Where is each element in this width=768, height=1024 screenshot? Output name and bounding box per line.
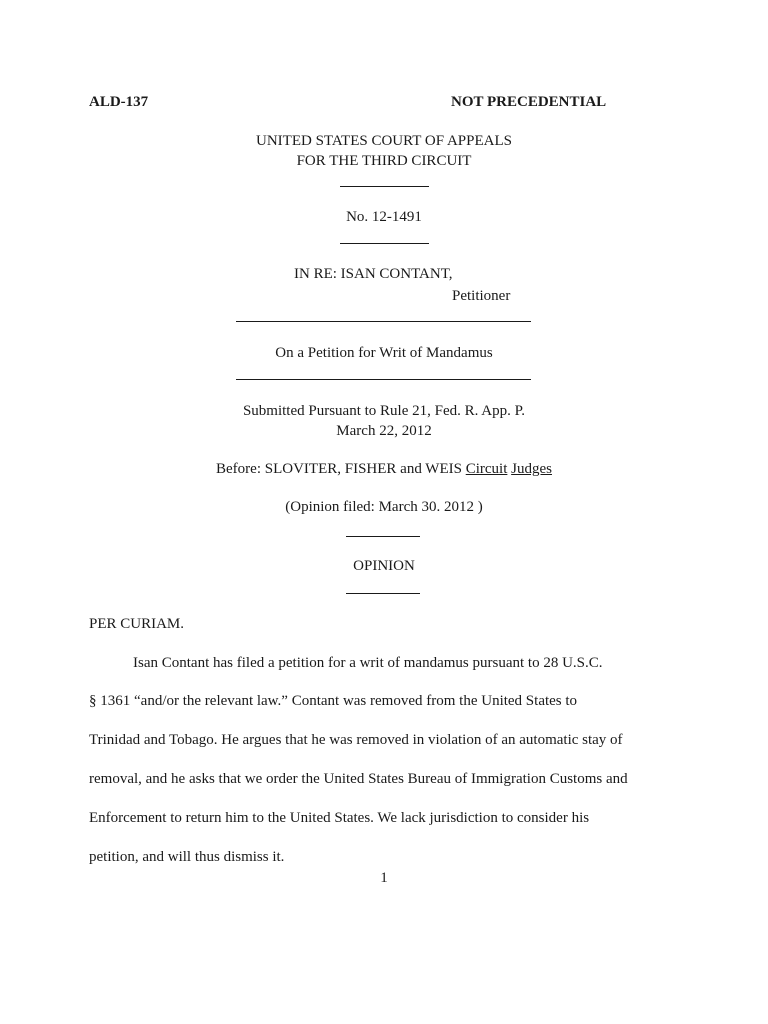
paragraph-line: § 1361 “and/or the relevant law.” Contant was removed from the United States to — [89, 693, 578, 709]
precedential-status: NOT PRECEDENTIAL — [451, 94, 607, 110]
divider-short-3 — [346, 536, 420, 537]
party-role: Petitioner — [452, 288, 511, 304]
divider-short-4 — [346, 593, 420, 594]
divider-long-2 — [236, 379, 531, 380]
paragraph-line: removal, and he asks that we order the United States Bureau of Immigration Customs and — [89, 771, 628, 787]
paragraph-line: Enforcement to return him to the United States. We lack jurisdiction to consider his — [89, 810, 590, 826]
panel-judges-names: Before: SLOVITER, FISHER and WEIS — [216, 461, 466, 477]
case-number: No. 12-1491 — [346, 209, 422, 225]
divider-long-1 — [236, 321, 531, 322]
divider-short-2 — [340, 243, 429, 244]
paragraph-line: petition, and will thus dismiss it. — [89, 849, 285, 865]
in-re-line: IN RE: ISAN CONTANT, — [294, 266, 453, 282]
panel-judges-line — [0, 461, 768, 478]
opinion-filed-date: (Opinion filed: March 30. 2012 ) — [285, 499, 483, 515]
opinion-heading: OPINION — [353, 558, 415, 574]
per-curiam-label: PER CURIAM. — [89, 616, 185, 632]
panel-judges-word: Judges — [511, 461, 552, 477]
submitted-date: March 22, 2012 — [336, 423, 432, 439]
court-name-line1: UNITED STATES COURT OF APPEALS — [256, 133, 512, 149]
paragraph-line: Trinidad and Tobago. He argues that he was removed in violation of an automatic stay of — [89, 732, 623, 748]
submitted-line: Submitted Pursuant to Rule 21, Fed. R. App. P. — [242, 403, 526, 419]
paragraph-line: Isan Contant has filed a petition for a writ of mandamus pursuant to 28 U.S.C. — [133, 655, 603, 671]
document-code: ALD-137 — [89, 94, 149, 110]
court-name-line2: FOR THE THIRD CIRCUIT — [296, 153, 472, 169]
panel-circuit-word: Circuit — [465, 461, 508, 477]
page-number: 1 — [380, 870, 388, 886]
proceeding-type: On a Petition for Writ of Mandamus — [275, 345, 493, 361]
divider-short-1 — [340, 186, 429, 187]
